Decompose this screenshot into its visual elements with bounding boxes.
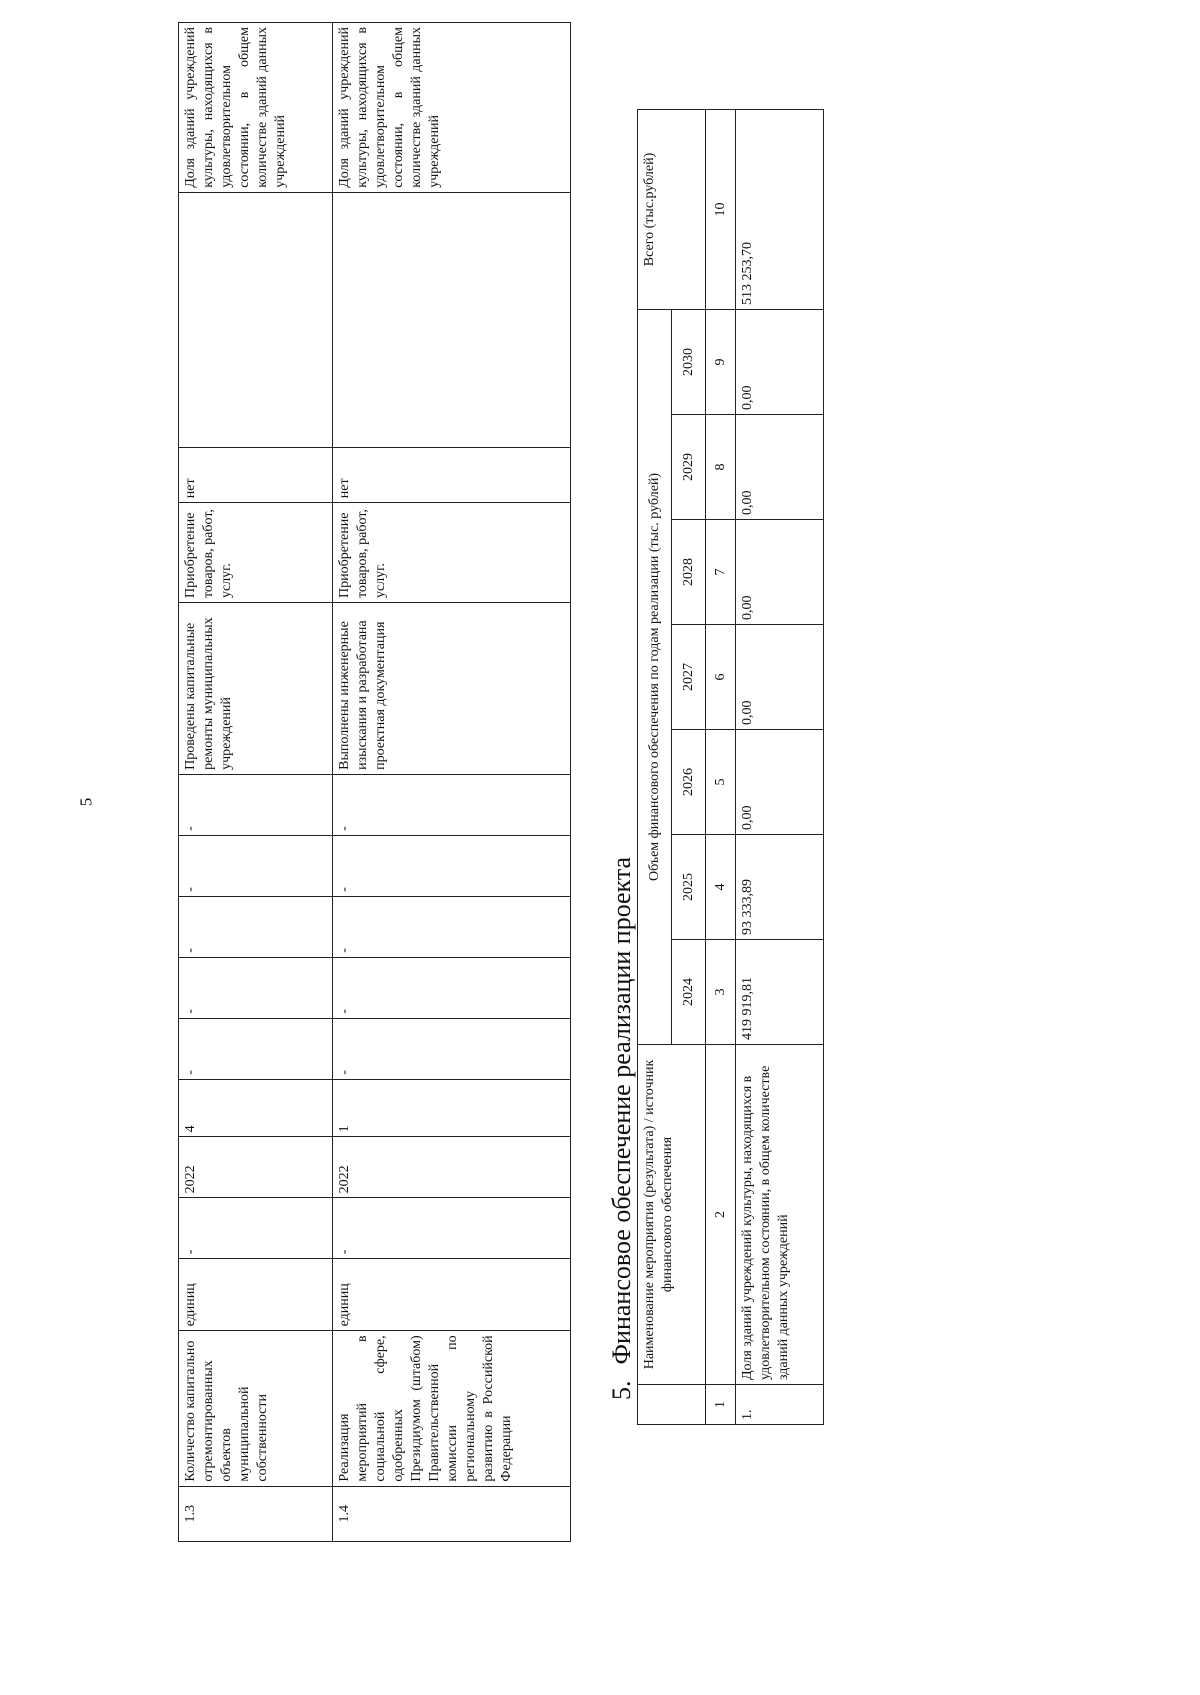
section-number: 5. [607, 1380, 636, 1400]
value-2025: - [179, 1018, 333, 1079]
unit: единиц [333, 1259, 571, 1331]
attribute: нет [179, 447, 333, 502]
year-2029: 2029 [672, 415, 706, 520]
empty-cell [333, 192, 571, 447]
row-number: 1.3 [179, 1486, 333, 1541]
year-2030: 2030 [672, 309, 706, 414]
base-year: 2022 [333, 1137, 571, 1198]
value-2025: - [333, 1018, 571, 1079]
base-value: - [333, 1198, 571, 1259]
table-row-1-3 [179, 23, 333, 1542]
col-number: 4 [706, 835, 736, 940]
header-volume: Объем финансового обеспечения по годам реализации (тыс. рублей) [638, 309, 672, 1044]
year-2025: 2025 [672, 835, 706, 940]
value-2025: 93 333,89 [736, 835, 824, 940]
result-name: Количество капитально отремонтированных объектов муниципальной собственности [179, 1331, 333, 1486]
attribute: нет [333, 447, 571, 502]
value-2027: - [333, 896, 571, 957]
col-number: 10 [706, 109, 736, 309]
financing-table [637, 109, 824, 1425]
result-type: Приобретение товаров, работ, услуг. [179, 503, 333, 603]
result-characteristic: Проведены капитальные ремонты муниципальных учреждений [179, 603, 333, 775]
result-name: Реализация мероприятий в социальной сфере, одобренных Президиумом (штабом) Правительственной комиссии по региональному развитию в Российской Федерации [333, 1331, 571, 1486]
value-2024: 4 [179, 1079, 333, 1137]
row-total: 513 253,70 [736, 109, 824, 309]
header-number-blank [638, 1385, 706, 1425]
value-2029: - [179, 774, 333, 835]
column-numbers-row [706, 109, 736, 1424]
col-number: 6 [706, 625, 736, 730]
value-2029: - [333, 774, 571, 835]
value-2026: - [179, 957, 333, 1018]
value-2027: - [179, 896, 333, 957]
empty-cell [179, 192, 333, 447]
unit: единиц [179, 1259, 333, 1331]
base-year: 2022 [179, 1137, 333, 1198]
base-value: - [179, 1198, 333, 1259]
year-2028: 2028 [672, 520, 706, 625]
page-number: 5 [76, 797, 96, 807]
header-total: Всего (тыс.рублей) [638, 109, 706, 309]
row-number: 1.4 [333, 1486, 571, 1541]
col-number: 9 [706, 309, 736, 414]
value-2024: 1 [333, 1079, 571, 1137]
col-number: 5 [706, 730, 736, 835]
value-2026: 0,00 [736, 730, 824, 835]
value-2028: - [333, 835, 571, 896]
row-name: Доля зданий учреждений культуры, находящихся в удовлетворительном состоянии, в общем количестве зданий данных учреждений [736, 1045, 824, 1385]
col-number: 7 [706, 520, 736, 625]
year-2027: 2027 [672, 625, 706, 730]
col-number: 2 [706, 1045, 736, 1385]
col-number: 1 [706, 1385, 736, 1425]
table-row [736, 109, 824, 1424]
value-2026: - [333, 957, 571, 1018]
row-number: 1. [736, 1385, 824, 1425]
results-table [178, 22, 571, 1542]
header-row-1 [638, 109, 672, 1424]
result-characteristic: Выполнены инженерные изыскания и разработана проектная документация [333, 603, 571, 775]
result-type: Приобретение товаров, работ, услуг. [333, 503, 571, 603]
header-name: Наименование мероприятия (результата) / источник финансового обеспечения [638, 1045, 706, 1385]
section-title-text: Финансовое обеспечение реализации проекта [607, 856, 636, 1365]
linked-indicator: Доля зданий учреждений культуры, находящихся в удовлетворительном состоянии, в общем количестве зданий данных учреждений [333, 23, 571, 193]
table-row-1-4 [333, 23, 571, 1542]
value-2028: - [179, 835, 333, 896]
year-2024: 2024 [672, 940, 706, 1045]
value-2030: 0,00 [736, 309, 824, 414]
value-2024: 419 919,81 [736, 940, 824, 1045]
col-number: 3 [706, 940, 736, 1045]
value-2029: 0,00 [736, 415, 824, 520]
section-title [607, 857, 637, 1400]
value-2028: 0,00 [736, 520, 824, 625]
value-2027: 0,00 [736, 625, 824, 730]
year-2026: 2026 [672, 730, 706, 835]
col-number: 8 [706, 415, 736, 520]
linked-indicator: Доля зданий учреждений культуры, находящихся в удовлетворительном состоянии, в общем количестве зданий данных учреждений [179, 23, 333, 193]
